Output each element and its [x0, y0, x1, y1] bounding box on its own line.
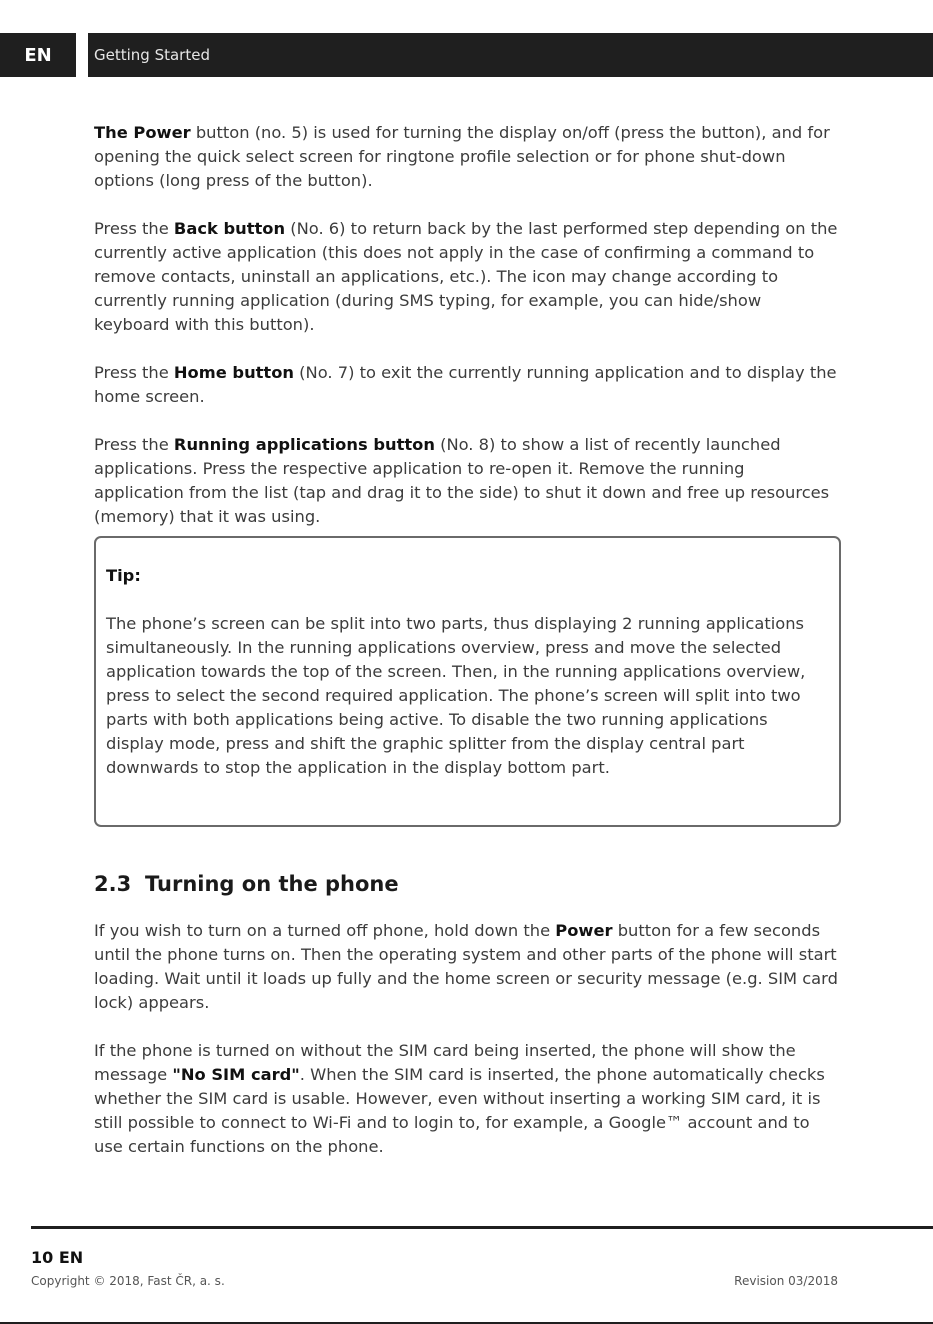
paragraph-text: Press the	[94, 435, 174, 454]
paragraph-home	[94, 361, 839, 409]
tip-text: The phone’s screen can be split into two parts, thus displaying 2 running applications simultaneously. In the running applications overview, press and move the selected application towards the top of the screen. Then, in the running applications overview, press to select the second required application. The phone’s screen will split into two parts with both applications being active. To disable the two running applications display mode, press and shift the graphic splitter from the display central part downwards to stop the application in the display bottom part.	[106, 614, 806, 777]
paragraph-text: If you wish to turn on a turned off phone, hold down the	[94, 921, 556, 940]
paragraph-text: If the phone is turned on without the SIM card being inserted, the phone will show the message	[94, 1041, 796, 1084]
footer-divider	[31, 1226, 933, 1229]
header-divider	[76, 33, 88, 77]
bold-term: The Power	[94, 123, 191, 142]
page-number: 10 EN	[31, 1248, 84, 1267]
paragraph-text: (No. 6) to return back by the last performed step depending on the currently active application (this does not apply in the case of confirming a command to remove contacts, uninstall an applications, etc.). The icon may change according to currently running application (during SMS typing, for example, you can hide/show keyboard with this button).	[94, 219, 838, 334]
paragraph-back	[94, 217, 839, 337]
section-name: Getting Started	[94, 46, 210, 64]
paragraph-text: (No. 7) to exit the currently running application and to display the home screen.	[94, 363, 837, 406]
bold-term: Running applications button	[173, 435, 435, 454]
page-header	[0, 33, 933, 77]
paragraph-turn-on	[94, 919, 839, 1015]
paragraph-text: button for a few seconds until the phone turns on. Then the operating system and other parts of the phone will start loading. Wait until it loads up fully and the home screen or security message (e.g. SIM card lock) appears.	[94, 921, 838, 1012]
paragraph-text: (No. 8) to show a list of recently launched applications. Press the respective application to re-open it. Remove the running application from the list (tap and drag it to the side) to shut it down and free up resources (memory) that it was using.	[94, 435, 830, 526]
paragraph-text: Press the	[94, 219, 174, 238]
section-title: Turning on the phone	[145, 872, 399, 896]
paragraph-text: . When the SIM card is inserted, the phone automatically checks whether the SIM card is usable. However, even without inserting a working SIM card, it is still possible to connect to Wi-Fi and to login to, for example, a Google™ account and to use certain functions on the phone.	[94, 1065, 825, 1156]
paragraph-text: Press the	[94, 363, 174, 382]
bold-term: Power	[555, 921, 613, 940]
paragraph-running	[94, 433, 839, 529]
paragraph-text: button (no. 5) is used for turning the display on/off (press the button), and for opening the quick select screen for ringtone profile selection or for phone shut-down options (long press of the button).	[94, 123, 830, 190]
page-content	[94, 121, 839, 1183]
bold-term: Back button	[173, 219, 286, 238]
paragraph-no-sim	[94, 1039, 839, 1159]
paragraph-power	[94, 121, 839, 193]
tip-box	[94, 536, 841, 827]
tip-title: Tip:	[106, 566, 141, 585]
bold-term: "No SIM card"	[172, 1065, 300, 1084]
section-number: 2.3	[94, 872, 132, 896]
language-label: EN	[24, 44, 52, 66]
section-heading	[94, 869, 839, 899]
bold-term: Home button	[173, 363, 294, 382]
revision: Revision 03/2018	[734, 1274, 838, 1288]
copyright: Copyright © 2018, Fast ČR, a. s.	[31, 1274, 225, 1288]
